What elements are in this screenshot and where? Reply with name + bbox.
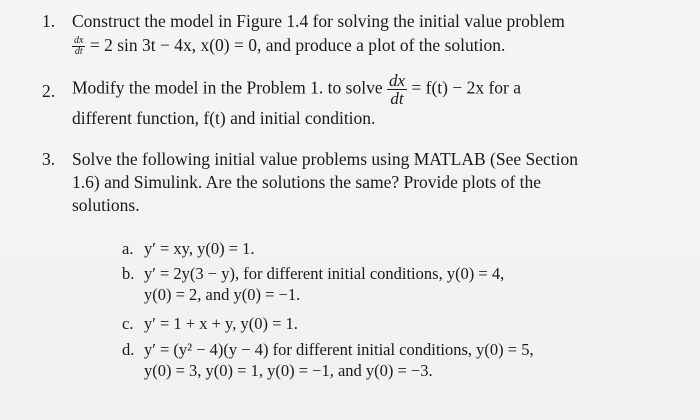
problem-1-frac-denominator: dt — [74, 46, 83, 58]
problem-2-text-after: = f(t) − 2x for a — [411, 77, 522, 98]
problem-3-line-2: 1.6) and Simulink. Are the solutions the same? Provide plots of the — [72, 172, 542, 192]
problem-2-number: 2. — [42, 81, 56, 101]
subitem-d-line-2: y(0) = 3, y(0) = 1, y(0) = −1, and y(0) = −3. — [144, 361, 433, 380]
problem-2-line-2: different function, f(t) and initial condition. — [72, 108, 376, 128]
subitem-b-line-1: y′ = 2y(3 − y), for different initial conditions, y(0) = 4, — [144, 264, 505, 283]
subitem-a-line-1: y′ = xy, y(0) = 1. — [144, 239, 255, 258]
problem-1-frac-numerator: dx — [74, 35, 84, 47]
problem-1-line-2 — [72, 34, 672, 57]
problem-1-line-1: Construct the model in Figure 1.4 for solving the initial value problem — [72, 11, 565, 31]
problem-1-number: 1. — [42, 11, 56, 31]
problem-2-frac-numerator: dx — [388, 71, 406, 90]
subitem-b-line-2: y(0) = 2, and y(0) = −1. — [144, 285, 301, 304]
subitem-a-label: a. — [122, 239, 134, 258]
subitem-d-label: d. — [122, 340, 135, 359]
problem-3-number: 3. — [42, 149, 56, 169]
subitem-d-text — [144, 339, 644, 381]
subitem-d-line-1: y′ = (y² − 4)(y − 4) for different initial conditions, y(0) = 5, — [144, 340, 534, 359]
problem-2-line-1 — [72, 72, 672, 107]
problem-2-frac-denominator: dt — [390, 89, 404, 108]
problem-1-equation: = 2 sin 3t − 4x, x(0) = 0, and produce a plot of the solution. — [89, 35, 506, 55]
problem-3-line-1: Solve the following initial value problems using MATLAB (See Section — [72, 149, 578, 169]
problem-2-text-before: Modify the model in the Problem 1. to solve — [72, 77, 383, 98]
problem-1-derivative — [72, 36, 85, 57]
subitem-c-line-1: y′ = 1 + x + y, y(0) = 1. — [144, 314, 298, 333]
subitem-c-label: c. — [122, 314, 134, 333]
subitem-b-label: b. — [122, 264, 135, 283]
problem-2-derivative — [387, 72, 407, 107]
problem-3-line-3: solutions. — [72, 195, 140, 215]
subitem-b-text — [144, 263, 644, 305]
